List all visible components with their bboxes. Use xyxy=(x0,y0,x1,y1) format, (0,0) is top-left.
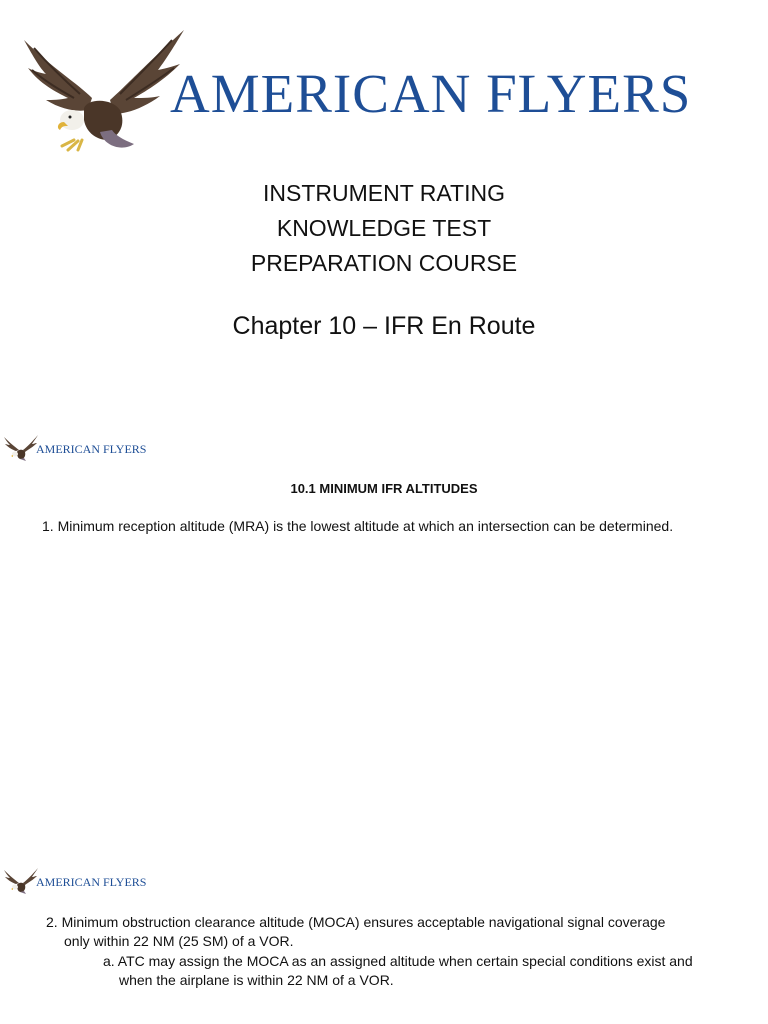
title-slide xyxy=(0,0,768,380)
title-line: KNOWLEDGE TEST xyxy=(276,215,492,241)
header-logo xyxy=(4,868,164,896)
eagle-logo-icon xyxy=(4,868,38,894)
eagle-logo-icon xyxy=(4,435,38,461)
list-item: 1. Minimum reception altitude (MRA) is the lowest altitude at which an intersection can be determined. xyxy=(42,518,674,534)
content-slide-1 xyxy=(0,435,768,865)
chapter-title: Chapter 10 – IFR En Route xyxy=(232,312,536,340)
brand-wordmark: AMERICAN FLYERS xyxy=(36,875,147,889)
eagle-logo-icon xyxy=(22,28,186,152)
list-item xyxy=(46,913,706,951)
brand-wordmark: AMERICAN FLYERS xyxy=(36,442,147,456)
sub-list-item xyxy=(103,952,723,990)
section-heading: 10.1 MINIMUM IFR ALTITUDES xyxy=(290,481,478,496)
list-item-line: a. ATC may assign the MOCA as an assigned altitude when certain special conditions exist and xyxy=(103,953,693,969)
brand-wordmark: AMERICAN FLYERS xyxy=(170,63,692,124)
list-item-line: only within 22 NM (25 SM) of a VOR. xyxy=(64,933,294,949)
list-item-line: 2. Minimum obstruction clearance altitude (MOCA) ensures acceptable navigational signal coverage xyxy=(46,914,666,930)
header-logo xyxy=(4,435,164,463)
list-item-line: when the airplane is within 22 NM of a VOR. xyxy=(119,972,394,988)
content-slide-2 xyxy=(0,868,768,1024)
course-title xyxy=(0,176,768,281)
title-line: PREPARATION COURSE xyxy=(250,250,518,276)
title-line: INSTRUMENT RATING xyxy=(263,180,505,206)
